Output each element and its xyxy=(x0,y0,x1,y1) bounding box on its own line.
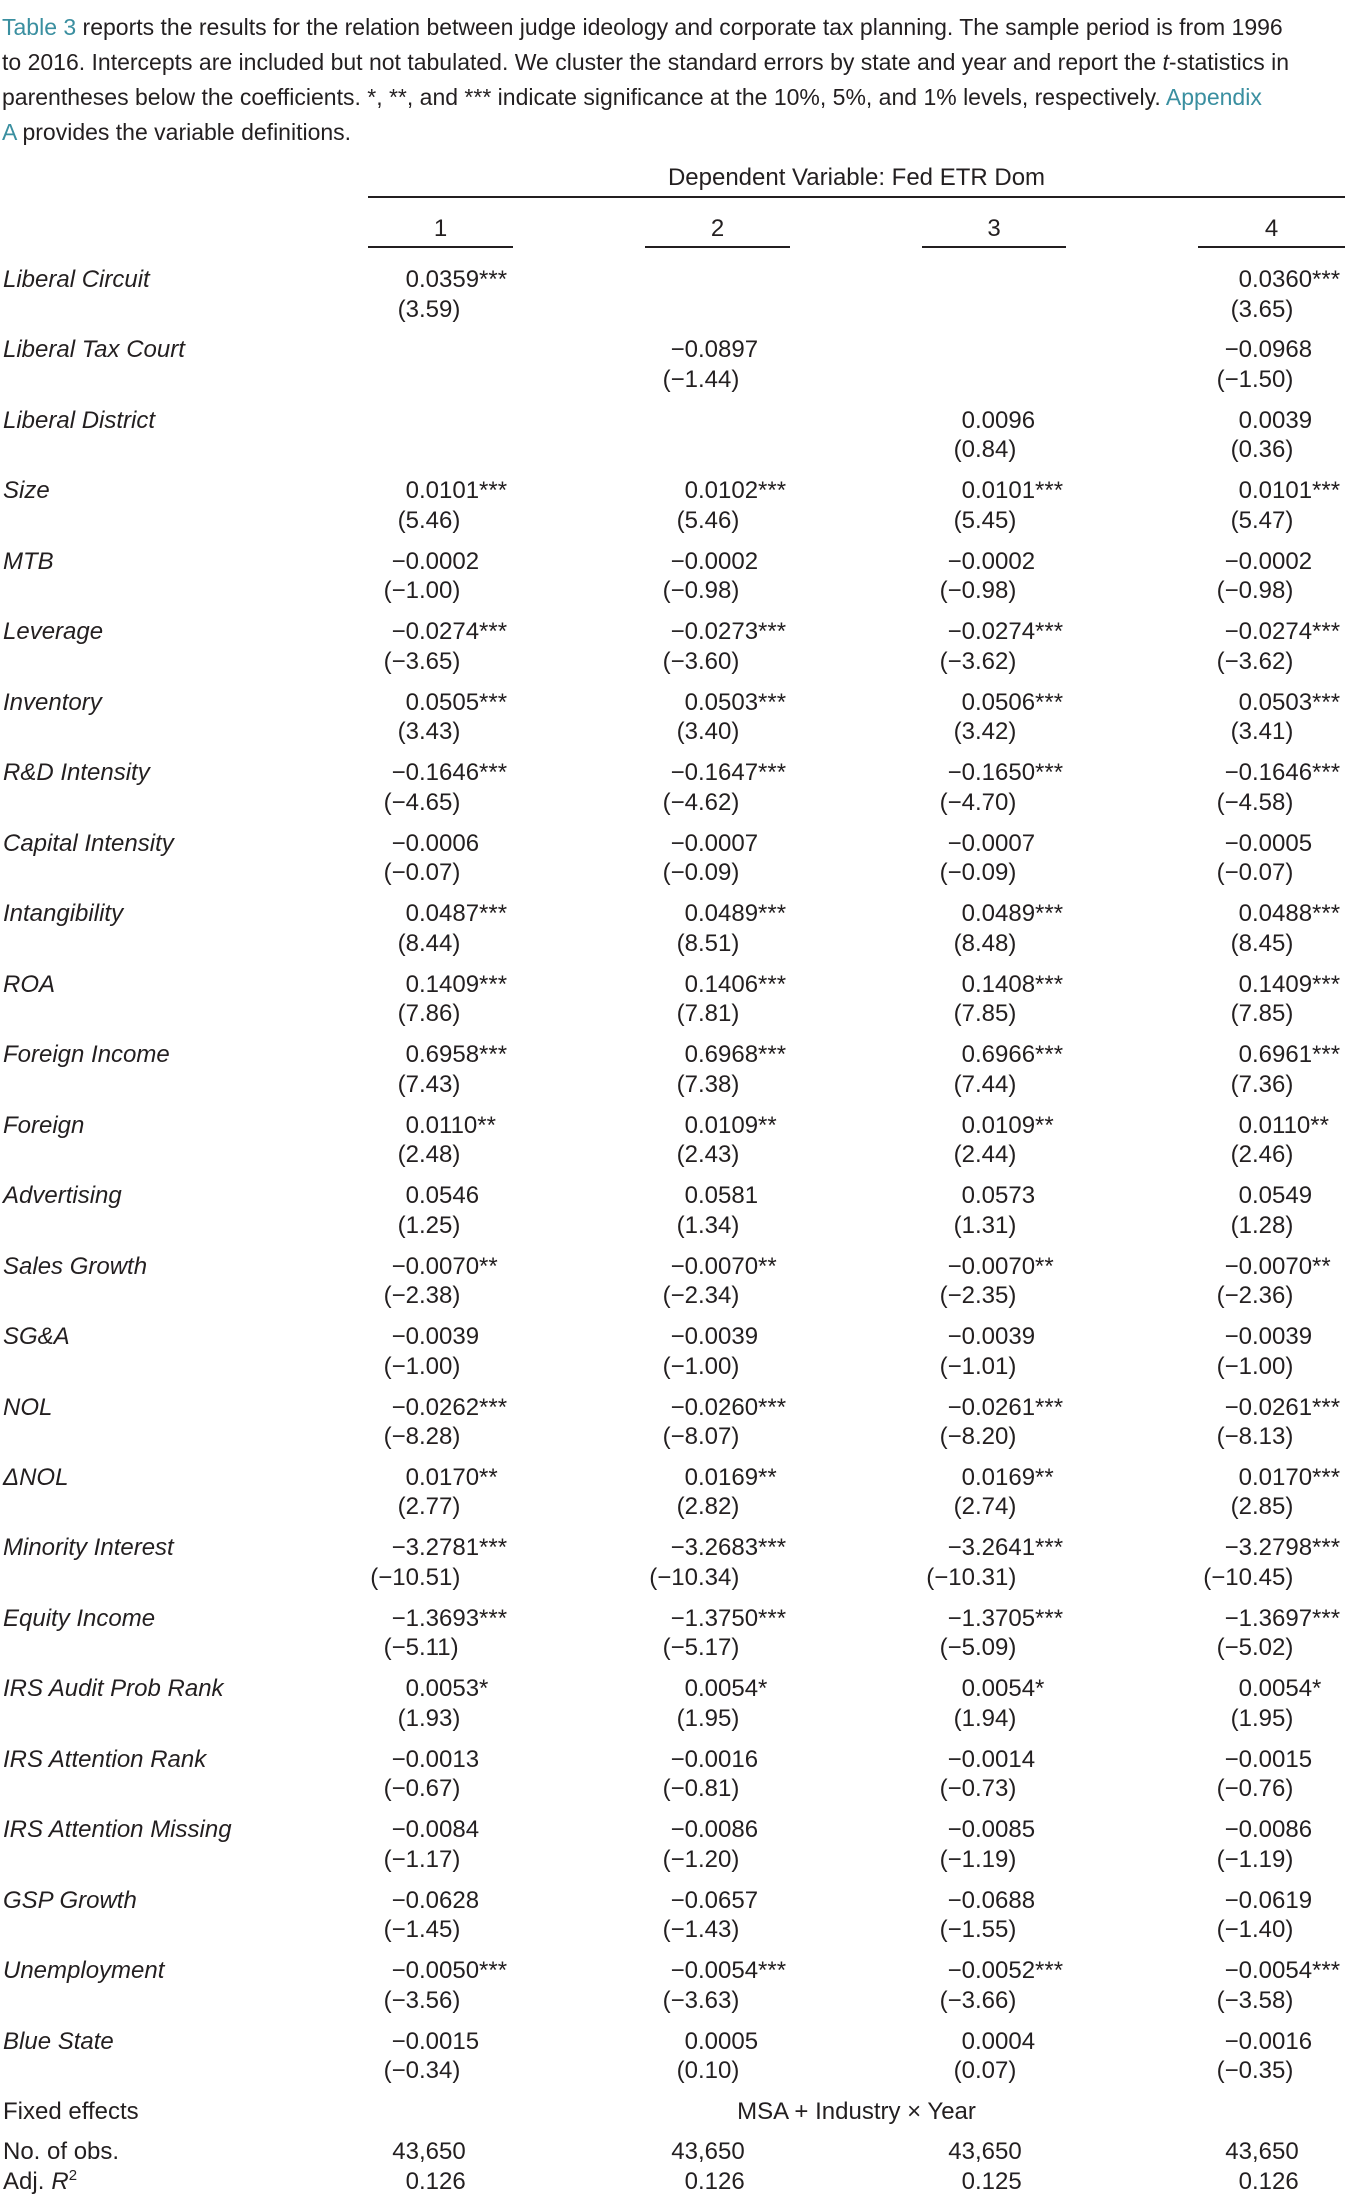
coefficient-cell: 0.0039 xyxy=(1238,406,1313,434)
row-label: Liberal District xyxy=(3,406,156,434)
t-statistic-cell: (0.84) xyxy=(953,436,1017,464)
caption-text: provides the variable definitions. xyxy=(16,119,352,145)
t-statistic-cell: (−3.62) xyxy=(939,647,1017,675)
reference-link[interactable]: A xyxy=(2,119,17,145)
row-label: NOL xyxy=(3,1393,53,1421)
row-label: Equity Income xyxy=(3,1604,156,1632)
coefficient-cell: 0.0054* xyxy=(684,1675,768,1703)
row-label: Minority Interest xyxy=(3,1534,174,1562)
row-label: SG&A xyxy=(3,1323,70,1351)
caption-line-text xyxy=(2,10,1283,45)
t-statistic-cell: (8.48) xyxy=(953,929,1017,957)
observations-cell: 43,650 xyxy=(671,2138,745,2165)
t-statistic-cell: (−0.35) xyxy=(1216,2057,1294,2085)
row-label: Capital Intensity xyxy=(3,829,174,857)
coefficient-cell: 0.0503*** xyxy=(1238,688,1341,716)
coefficient-cell: −0.0002 xyxy=(670,547,759,575)
t-statistic-cell: (3.65) xyxy=(1230,295,1294,323)
coefficient-cell: −0.0070** xyxy=(1224,1252,1331,1280)
row-label: Size xyxy=(3,477,50,505)
column-rule xyxy=(645,246,790,248)
coefficient-cell: 0.0549 xyxy=(1238,1182,1313,1210)
coefficient-cell: 0.0109** xyxy=(684,1111,777,1139)
coefficient-cell: 0.0101*** xyxy=(961,477,1064,505)
coefficient-cell: 0.0005 xyxy=(684,2027,759,2055)
column-number: 3 xyxy=(987,215,1001,242)
caption-text: to 2016. Intercepts are included but not tabulated. We cluster the standard errors by state and year and report the xyxy=(2,49,1163,75)
coefficient-cell: 0.0110** xyxy=(405,1111,496,1139)
coefficient-cell: 0.0109** xyxy=(961,1111,1054,1139)
t-statistic-cell: (−1.19) xyxy=(939,1845,1017,1873)
row-label: IRS Attention Rank xyxy=(3,1745,207,1773)
row-label: Sales Growth xyxy=(3,1252,148,1280)
row-label: Liberal Tax Court xyxy=(3,336,185,364)
t-statistic-cell: (0.07) xyxy=(953,2057,1017,2085)
coefficient-cell: −0.0897 xyxy=(670,336,759,364)
coefficient-cell: −1.3750*** xyxy=(670,1604,787,1632)
coefficient-cell: 0.0101*** xyxy=(1238,477,1341,505)
column-number: 1 xyxy=(433,215,448,242)
coefficient-cell: 0.6961*** xyxy=(1238,1041,1341,1069)
coefficient-cell: −0.0070** xyxy=(670,1252,777,1280)
coefficient-cell: 0.0004 xyxy=(961,2027,1036,2055)
coefficient-cell: 0.0487*** xyxy=(405,900,508,928)
t-statistic-cell: (−5.02) xyxy=(1216,1634,1294,1662)
t-statistic-cell: (0.36) xyxy=(1230,436,1294,464)
coefficient-cell: −0.0274*** xyxy=(1224,618,1341,646)
dependent-variable-header: Dependent Variable: Fed ETR Dom xyxy=(667,164,1046,191)
t-statistic-cell: (−0.09) xyxy=(939,859,1017,887)
coefficient-cell: 0.0359*** xyxy=(405,266,508,293)
coefficient-cell: 0.0360*** xyxy=(1238,266,1341,293)
coefficient-cell: −0.0968 xyxy=(1224,336,1313,364)
coefficient-cell: 0.0573 xyxy=(961,1182,1036,1210)
t-statistic-cell: (−5.09) xyxy=(939,1634,1017,1662)
t-statistic-cell: (−8.28) xyxy=(383,1423,461,1451)
fixed-effects-label: Fixed effects xyxy=(3,2098,139,2125)
row-label: Foreign Income xyxy=(3,1041,170,1069)
coefficient-cell: −0.0657 xyxy=(670,1886,759,1914)
coefficient-cell: 0.1409*** xyxy=(405,970,508,998)
row-label: ROA xyxy=(3,970,56,998)
t-statistic-cell: (−4.62) xyxy=(662,788,740,816)
coefficient-cell: 0.0488*** xyxy=(1238,900,1341,928)
t-statistic-cell: (−1.00) xyxy=(383,577,461,605)
t-statistic-cell: (3.40) xyxy=(676,718,740,746)
t-statistic-cell: (7.85) xyxy=(1230,1000,1294,1028)
coefficient-cell: −0.0260*** xyxy=(670,1393,787,1421)
t-statistic-cell: (−1.55) xyxy=(939,1916,1017,1944)
t-statistic-cell: (−5.17) xyxy=(662,1634,740,1662)
coefficient-cell: −0.0013 xyxy=(391,1745,480,1773)
coefficient-cell: 0.0170*** xyxy=(1238,1463,1341,1491)
observations-cell: 43,650 xyxy=(948,2138,1022,2165)
coefficient-cell: −0.0070** xyxy=(391,1252,498,1280)
coefficient-cell: −0.0052*** xyxy=(947,1957,1064,1985)
t-statistic-cell: (−0.09) xyxy=(662,859,740,887)
t-statistic-cell: (2.48) xyxy=(397,1141,461,1169)
t-statistic-cell: (−4.65) xyxy=(383,788,461,816)
column-number: 2 xyxy=(710,215,725,242)
caption-line xyxy=(2,10,1347,45)
coefficient-cell: 0.1409*** xyxy=(1238,970,1341,998)
t-statistic-cell: (5.46) xyxy=(397,506,461,534)
t-statistic-cell: (3.43) xyxy=(397,718,461,746)
coefficient-cell: 0.0101*** xyxy=(405,477,508,505)
reference-link[interactable]: Appendix xyxy=(1165,84,1262,110)
coefficient-cell: −0.0039 xyxy=(1224,1323,1313,1351)
t-statistic-cell: (−0.98) xyxy=(662,577,740,605)
t-statistic-cell: (−3.63) xyxy=(662,1986,740,2014)
coefficient-cell: −0.0084 xyxy=(391,1816,480,1844)
coefficient-cell: −0.0628 xyxy=(391,1886,480,1914)
t-statistic-cell: (−8.07) xyxy=(662,1423,740,1451)
coefficient-cell: 0.1406*** xyxy=(684,970,787,998)
coefficient-cell: 0.6966*** xyxy=(961,1041,1064,1069)
t-statistic-cell: (−1.01) xyxy=(939,1352,1017,1380)
coefficient-cell: −0.1647*** xyxy=(670,759,787,787)
t-statistic-cell: (−8.13) xyxy=(1216,1423,1294,1451)
t-statistic-cell: (−1.50) xyxy=(1216,365,1294,393)
coefficient-cell: −0.0054*** xyxy=(670,1957,787,1985)
t-statistic-cell: (−4.58) xyxy=(1216,788,1294,816)
t-statistic-cell: (−8.20) xyxy=(939,1423,1017,1451)
t-statistic-cell: (1.28) xyxy=(1230,1211,1294,1239)
t-statistic-cell: (−0.98) xyxy=(939,577,1017,605)
caption-text: -statistics in xyxy=(1168,49,1290,75)
t-statistic-cell: (−3.65) xyxy=(383,647,461,675)
coefficient-cell: 0.0102*** xyxy=(684,477,787,505)
row-label: GSP Growth xyxy=(3,1886,137,1914)
row-label: Unemployment xyxy=(3,1957,165,1985)
row-label: IRS Attention Missing xyxy=(3,1816,232,1844)
t-statistic-cell: (−1.40) xyxy=(1216,1916,1294,1944)
coefficient-cell: −0.0688 xyxy=(947,1886,1036,1914)
t-statistic-cell: (2.85) xyxy=(1230,1493,1294,1521)
t-statistic-cell: (3.59) xyxy=(397,295,461,323)
t-statistic-cell: (−10.34) xyxy=(649,1563,740,1591)
observations-label: No. of obs. xyxy=(3,2138,120,2165)
t-statistic-cell: (−2.35) xyxy=(939,1282,1017,1310)
t-statistic-cell: (1.31) xyxy=(953,1211,1017,1239)
t-statistic-cell: (−0.07) xyxy=(383,859,461,887)
coefficient-cell: −0.0002 xyxy=(391,547,480,575)
column-rule xyxy=(368,246,513,248)
t-statistic-cell: (5.46) xyxy=(676,506,740,534)
r-symbol: R xyxy=(51,2168,69,2195)
row-label: Advertising xyxy=(3,1182,122,1210)
column-rule xyxy=(922,246,1066,248)
caption-text: reports the results for the relation between judge ideology and corporate tax planning. The sample period is from 1996 xyxy=(76,14,1283,40)
t-statistic-cell: (−3.60) xyxy=(662,647,740,675)
t-statistic-cell: (1.95) xyxy=(1230,1704,1294,1732)
row-label: Leverage xyxy=(3,618,104,646)
t-statistic-cell: (1.93) xyxy=(397,1704,461,1732)
coefficient-cell: 0.0503*** xyxy=(684,688,787,716)
t-statistic-cell: (−0.73) xyxy=(939,1775,1017,1803)
coefficient-cell: −0.0007 xyxy=(947,829,1036,857)
coefficient-cell: 0.0506*** xyxy=(961,688,1064,716)
t-statistic-cell: (−3.56) xyxy=(383,1986,461,2014)
t-statistic-cell: (−0.76) xyxy=(1216,1775,1294,1803)
coefficient-cell: 0.0169** xyxy=(961,1463,1054,1491)
t-statistic-cell: (−1.19) xyxy=(1216,1845,1294,1873)
row-label: Foreign xyxy=(3,1111,85,1139)
t-statistic-cell: (−1.45) xyxy=(383,1916,461,1944)
coefficient-cell: −0.0002 xyxy=(947,547,1036,575)
coefficient-cell: −0.0016 xyxy=(1224,2027,1313,2055)
row-label: ΔNOL xyxy=(3,1463,69,1491)
coefficient-cell: −3.2683*** xyxy=(670,1534,787,1562)
t-statistic-cell: (−5.11) xyxy=(383,1634,459,1662)
coefficient-cell: −0.0015 xyxy=(1224,1745,1313,1773)
t-statistic-cell: (1.25) xyxy=(397,1211,461,1239)
adj-r2-prefix: Adj. xyxy=(3,2168,45,2195)
reference-link[interactable]: Table 3 xyxy=(2,14,77,40)
t-statistic-cell: (−10.45) xyxy=(1203,1563,1294,1591)
coefficient-cell: −1.3705*** xyxy=(947,1604,1064,1632)
t-statistic-cell: (8.51) xyxy=(676,929,740,957)
t-statistic-cell: (−0.07) xyxy=(1216,859,1294,887)
caption-line xyxy=(2,115,1347,150)
t-statistic-cell: (−2.38) xyxy=(383,1282,461,1310)
row-label: Blue State xyxy=(3,2027,114,2055)
coefficient-cell: 0.6958*** xyxy=(405,1041,508,1069)
t-statistic-cell: (5.47) xyxy=(1230,506,1294,534)
t-statistic-cell: (7.81) xyxy=(676,1000,740,1028)
caption-line-text xyxy=(2,45,1289,80)
coefficient-cell: 0.0096 xyxy=(961,406,1036,434)
t-statistic-cell: (7.36) xyxy=(1230,1070,1294,1098)
t-statistic-cell: (−10.51) xyxy=(370,1563,461,1591)
coefficient-cell: −0.1646*** xyxy=(391,759,508,787)
coefficient-cell: 0.0054* xyxy=(1238,1675,1322,1703)
t-statistic-cell: (5.45) xyxy=(953,506,1017,534)
t-statistic-cell: (0.10) xyxy=(676,2057,740,2085)
row-label: Inventory xyxy=(3,688,102,716)
t-statistic-cell: (1.95) xyxy=(676,1704,740,1732)
column-number: 4 xyxy=(1264,215,1279,242)
coefficient-cell: 0.0581 xyxy=(684,1182,759,1210)
coefficient-cell: −0.0086 xyxy=(1224,1816,1313,1844)
coefficient-cell: −1.3693*** xyxy=(391,1604,508,1632)
coefficient-cell: 0.1408*** xyxy=(961,970,1064,998)
coefficient-cell: −0.0070** xyxy=(947,1252,1054,1280)
coefficient-cell: −1.3697*** xyxy=(1224,1604,1341,1632)
coefficient-cell: 0.0546 xyxy=(405,1182,480,1210)
t-statistic-cell: (−1.00) xyxy=(662,1352,740,1380)
caption-line xyxy=(2,45,1347,80)
t-statistic-cell: (−3.58) xyxy=(1216,1986,1294,2014)
t-statistic-cell: (8.45) xyxy=(1230,929,1294,957)
coefficient-cell: −0.0015 xyxy=(391,2027,480,2055)
t-statistic-cell: (1.34) xyxy=(676,1211,740,1239)
t-statistic-cell: (3.42) xyxy=(953,718,1017,746)
caption-line xyxy=(2,80,1347,115)
t-statistic-cell: (3.41) xyxy=(1230,718,1294,746)
coefficient-cell: −0.0273*** xyxy=(670,618,787,646)
coefficient-cell: −0.0014 xyxy=(947,1745,1036,1773)
coefficient-cell: −0.0039 xyxy=(391,1323,480,1351)
coefficient-cell: −0.0007 xyxy=(670,829,759,857)
t-statistic-cell: (7.38) xyxy=(676,1070,740,1098)
coefficient-cell: 0.0053* xyxy=(405,1675,489,1703)
t-statistic-cell: (7.43) xyxy=(397,1070,461,1098)
t-statistic-cell: (1.94) xyxy=(953,1704,1017,1732)
fixed-effects-value: MSA + Industry × Year xyxy=(737,2098,976,2125)
t-statistic-cell: (7.85) xyxy=(953,1000,1017,1028)
t-statistic-cell: (−0.98) xyxy=(1216,577,1294,605)
t-statistic-cell: (−1.43) xyxy=(662,1916,740,1944)
caption-line-text xyxy=(2,115,351,150)
coefficient-cell: 0.0489*** xyxy=(961,900,1064,928)
t-statistic-cell: (−0.34) xyxy=(383,2057,461,2085)
coefficient-cell: −0.0086 xyxy=(670,1816,759,1844)
coefficient-cell: −0.0085 xyxy=(947,1816,1036,1844)
t-statistic-cell: (2.82) xyxy=(676,1493,740,1521)
coefficient-cell: 0.0169** xyxy=(684,1463,777,1491)
t-statistic-cell: (−10.31) xyxy=(926,1563,1017,1591)
adj-r2-cell: 0.126 xyxy=(684,2168,745,2195)
r-superscript: 2 xyxy=(68,2167,78,2184)
adj-r2-label xyxy=(3,2167,77,2197)
coefficient-cell: −0.0274*** xyxy=(947,618,1064,646)
coefficient-cell: −0.0006 xyxy=(391,829,480,857)
t-statistic-cell: (2.43) xyxy=(676,1141,740,1169)
coefficient-cell: −0.0274*** xyxy=(391,618,508,646)
coefficient-cell: −0.0016 xyxy=(670,1745,759,1773)
t-statistic-cell: (−1.20) xyxy=(662,1845,740,1873)
column-rule xyxy=(1198,246,1345,248)
coefficient-cell: 0.0170** xyxy=(405,1463,498,1491)
table-caption xyxy=(2,10,1347,150)
t-statistic-cell: (−1.17) xyxy=(383,1845,461,1873)
observations-cell: 43,650 xyxy=(1225,2138,1299,2165)
t-statistic-cell: (2.46) xyxy=(1230,1141,1294,1169)
t-statistic-cell: (−1.44) xyxy=(662,365,740,393)
coefficient-cell: 0.0110** xyxy=(1238,1111,1329,1139)
coefficient-cell: 0.0489*** xyxy=(684,900,787,928)
t-statistic-cell: (8.44) xyxy=(397,929,461,957)
t-statistic-cell: (−3.66) xyxy=(939,1986,1017,2014)
coefficient-cell: −0.0002 xyxy=(1224,547,1313,575)
coefficient-cell: −0.1646*** xyxy=(1224,759,1341,787)
adj-r2-cell: 0.126 xyxy=(1238,2168,1299,2195)
coefficient-cell: −0.0262*** xyxy=(391,1393,508,1421)
adj-r2-cell: 0.125 xyxy=(961,2168,1022,2195)
caption-line-text xyxy=(2,80,1262,115)
header-rule xyxy=(368,196,1345,198)
coefficient-cell: −0.0261*** xyxy=(947,1393,1064,1421)
t-statistic-cell: (2.74) xyxy=(953,1493,1017,1521)
t-statistic-cell: (7.44) xyxy=(953,1070,1017,1098)
t-statistic-cell: (−0.81) xyxy=(662,1775,740,1803)
coefficient-cell: −0.0005 xyxy=(1224,829,1313,857)
row-label: Intangibility xyxy=(3,900,124,928)
t-statistic-cell: (−2.36) xyxy=(1216,1282,1294,1310)
coefficient-cell: −0.1650*** xyxy=(947,759,1064,787)
coefficient-cell: 0.0505*** xyxy=(405,688,508,716)
adj-r2-cell: 0.126 xyxy=(405,2168,466,2195)
t-statistic-cell: (−1.00) xyxy=(1216,1352,1294,1380)
italic-symbol: t xyxy=(1162,49,1169,75)
observations-cell: 43,650 xyxy=(392,2138,466,2165)
t-statistic-cell: (−1.00) xyxy=(383,1352,461,1380)
caption-text: parentheses below the coefficients. *, **, and *** indicate significance at the 10%, 5%, and 1% levels, respectively. xyxy=(2,84,1166,110)
coefficient-cell: −3.2798*** xyxy=(1224,1534,1341,1562)
coefficient-cell: 0.0054* xyxy=(961,1675,1045,1703)
row-label: IRS Audit Prob Rank xyxy=(3,1675,224,1703)
t-statistic-cell: (2.77) xyxy=(397,1493,461,1521)
coefficient-cell: 0.6968*** xyxy=(684,1041,787,1069)
coefficient-cell: −0.0039 xyxy=(947,1323,1036,1351)
t-statistic-cell: (−4.70) xyxy=(939,788,1017,816)
row-label: R&D Intensity xyxy=(3,759,150,787)
coefficient-cell: −0.0261*** xyxy=(1224,1393,1341,1421)
t-statistic-cell: (7.86) xyxy=(397,1000,461,1028)
coefficient-cell: −0.0050*** xyxy=(391,1957,508,1985)
coefficient-cell: −0.0054*** xyxy=(1224,1957,1341,1985)
t-statistic-cell: (−3.62) xyxy=(1216,647,1294,675)
row-label: MTB xyxy=(3,547,54,575)
coefficient-cell: −0.0039 xyxy=(670,1323,759,1351)
coefficient-cell: −3.2641*** xyxy=(947,1534,1064,1562)
row-label: Liberal Circuit xyxy=(3,266,150,293)
t-statistic-cell: (−0.67) xyxy=(383,1775,461,1803)
t-statistic-cell: (2.44) xyxy=(953,1141,1017,1169)
coefficient-cell: −0.0619 xyxy=(1224,1886,1313,1914)
t-statistic-cell: (−2.34) xyxy=(662,1282,740,1310)
coefficient-cell: −3.2781*** xyxy=(391,1534,508,1562)
